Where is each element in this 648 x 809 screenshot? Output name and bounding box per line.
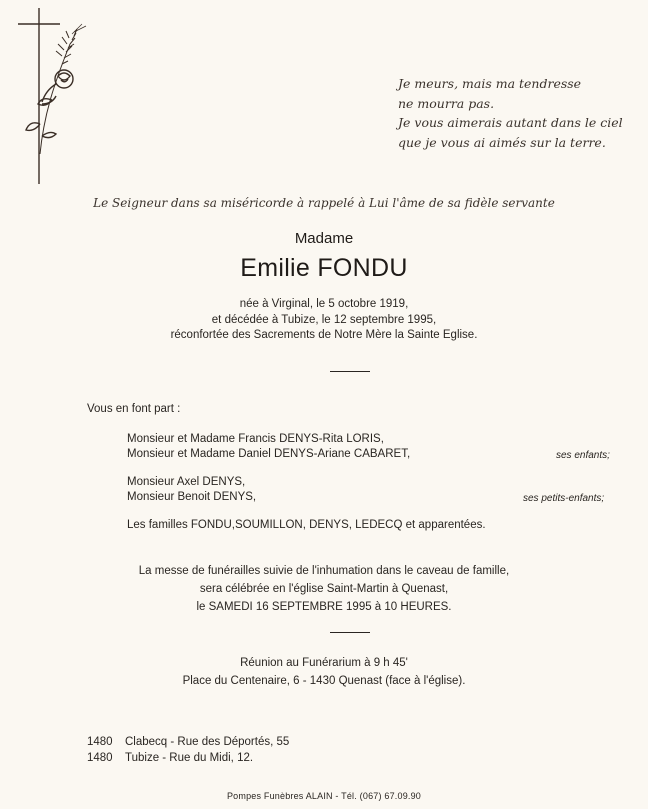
deceased-name: Emilie FONDU — [240, 254, 408, 282]
poem — [398, 74, 638, 152]
address-line — [87, 736, 289, 748]
meeting-line: Place du Centenaire, 6 - 1430 Quenast (face à l'église). — [182, 675, 466, 687]
announce-text: Vous en font part : — [87, 403, 181, 415]
child-line: Monsieur et Madame Francis DENYS-Rita LORIS, — [127, 433, 384, 445]
postal-code: 1480 — [87, 736, 113, 748]
grandchild-line: Monsieur Benoit DENYS, — [127, 491, 257, 503]
intro-text: Le Seigneur dans sa miséricorde à rappelé à Lui l'âme de sa fidèle servante — [93, 196, 555, 210]
divider — [330, 632, 370, 633]
families-text: Les familles FONDU,SOUMILLON, DENYS, LEDECQ et apparentées. — [127, 519, 486, 531]
grandchild-line: Monsieur Axel DENYS, — [127, 476, 246, 488]
mass-line: sera célébrée en l'église Saint-Martin à Quenast, — [199, 583, 449, 595]
bio-line: et décédée à Tubize, le 12 septembre 1995, — [211, 313, 437, 326]
cross-rose-wheat-icon — [14, 4, 94, 186]
meeting-line: Réunion au Funérarium à 9 h 45' — [240, 657, 408, 669]
title: Madame — [294, 230, 354, 247]
grandchildren-note: ses petits-enfants; — [523, 493, 605, 504]
poem-line: que je vous ai aimés sur la terre. — [398, 134, 606, 150]
address-text: Clabecq - Rue des Déportés, 55 — [125, 736, 290, 748]
child-line: Monsieur et Madame Daniel DENYS-Ariane CABARET, — [127, 448, 411, 460]
mass-line: le SAMEDI 16 SEPTEMBRE 1995 à 10 HEURES. — [196, 601, 452, 613]
children-note: ses enfants; — [556, 450, 610, 461]
mass-line: La messe de funérailles suivie de l'inhumation dans le caveau de famille, — [138, 565, 510, 577]
divider — [330, 371, 370, 372]
bio-line: réconfortée des Sacrements de Notre Mère la Sainte Eglise. — [170, 329, 478, 341]
address-text: Tubize - Rue du Midi, 12. — [125, 752, 254, 764]
address-line — [87, 752, 253, 764]
footer: Pompes Funèbres ALAIN - Tél. (067) 67.09.90 — [226, 791, 422, 801]
poem-line: Je meurs, mais ma tendresse — [398, 76, 582, 91]
bio-line: née à Virginal, le 5 octobre 1919, — [239, 298, 409, 310]
biography — [0, 297, 648, 344]
poem-line: ne mourra pas. — [398, 95, 495, 111]
poem-line: Je vous aimerais autant dans le ciel — [398, 115, 623, 130]
postal-code: 1480 — [87, 752, 113, 764]
